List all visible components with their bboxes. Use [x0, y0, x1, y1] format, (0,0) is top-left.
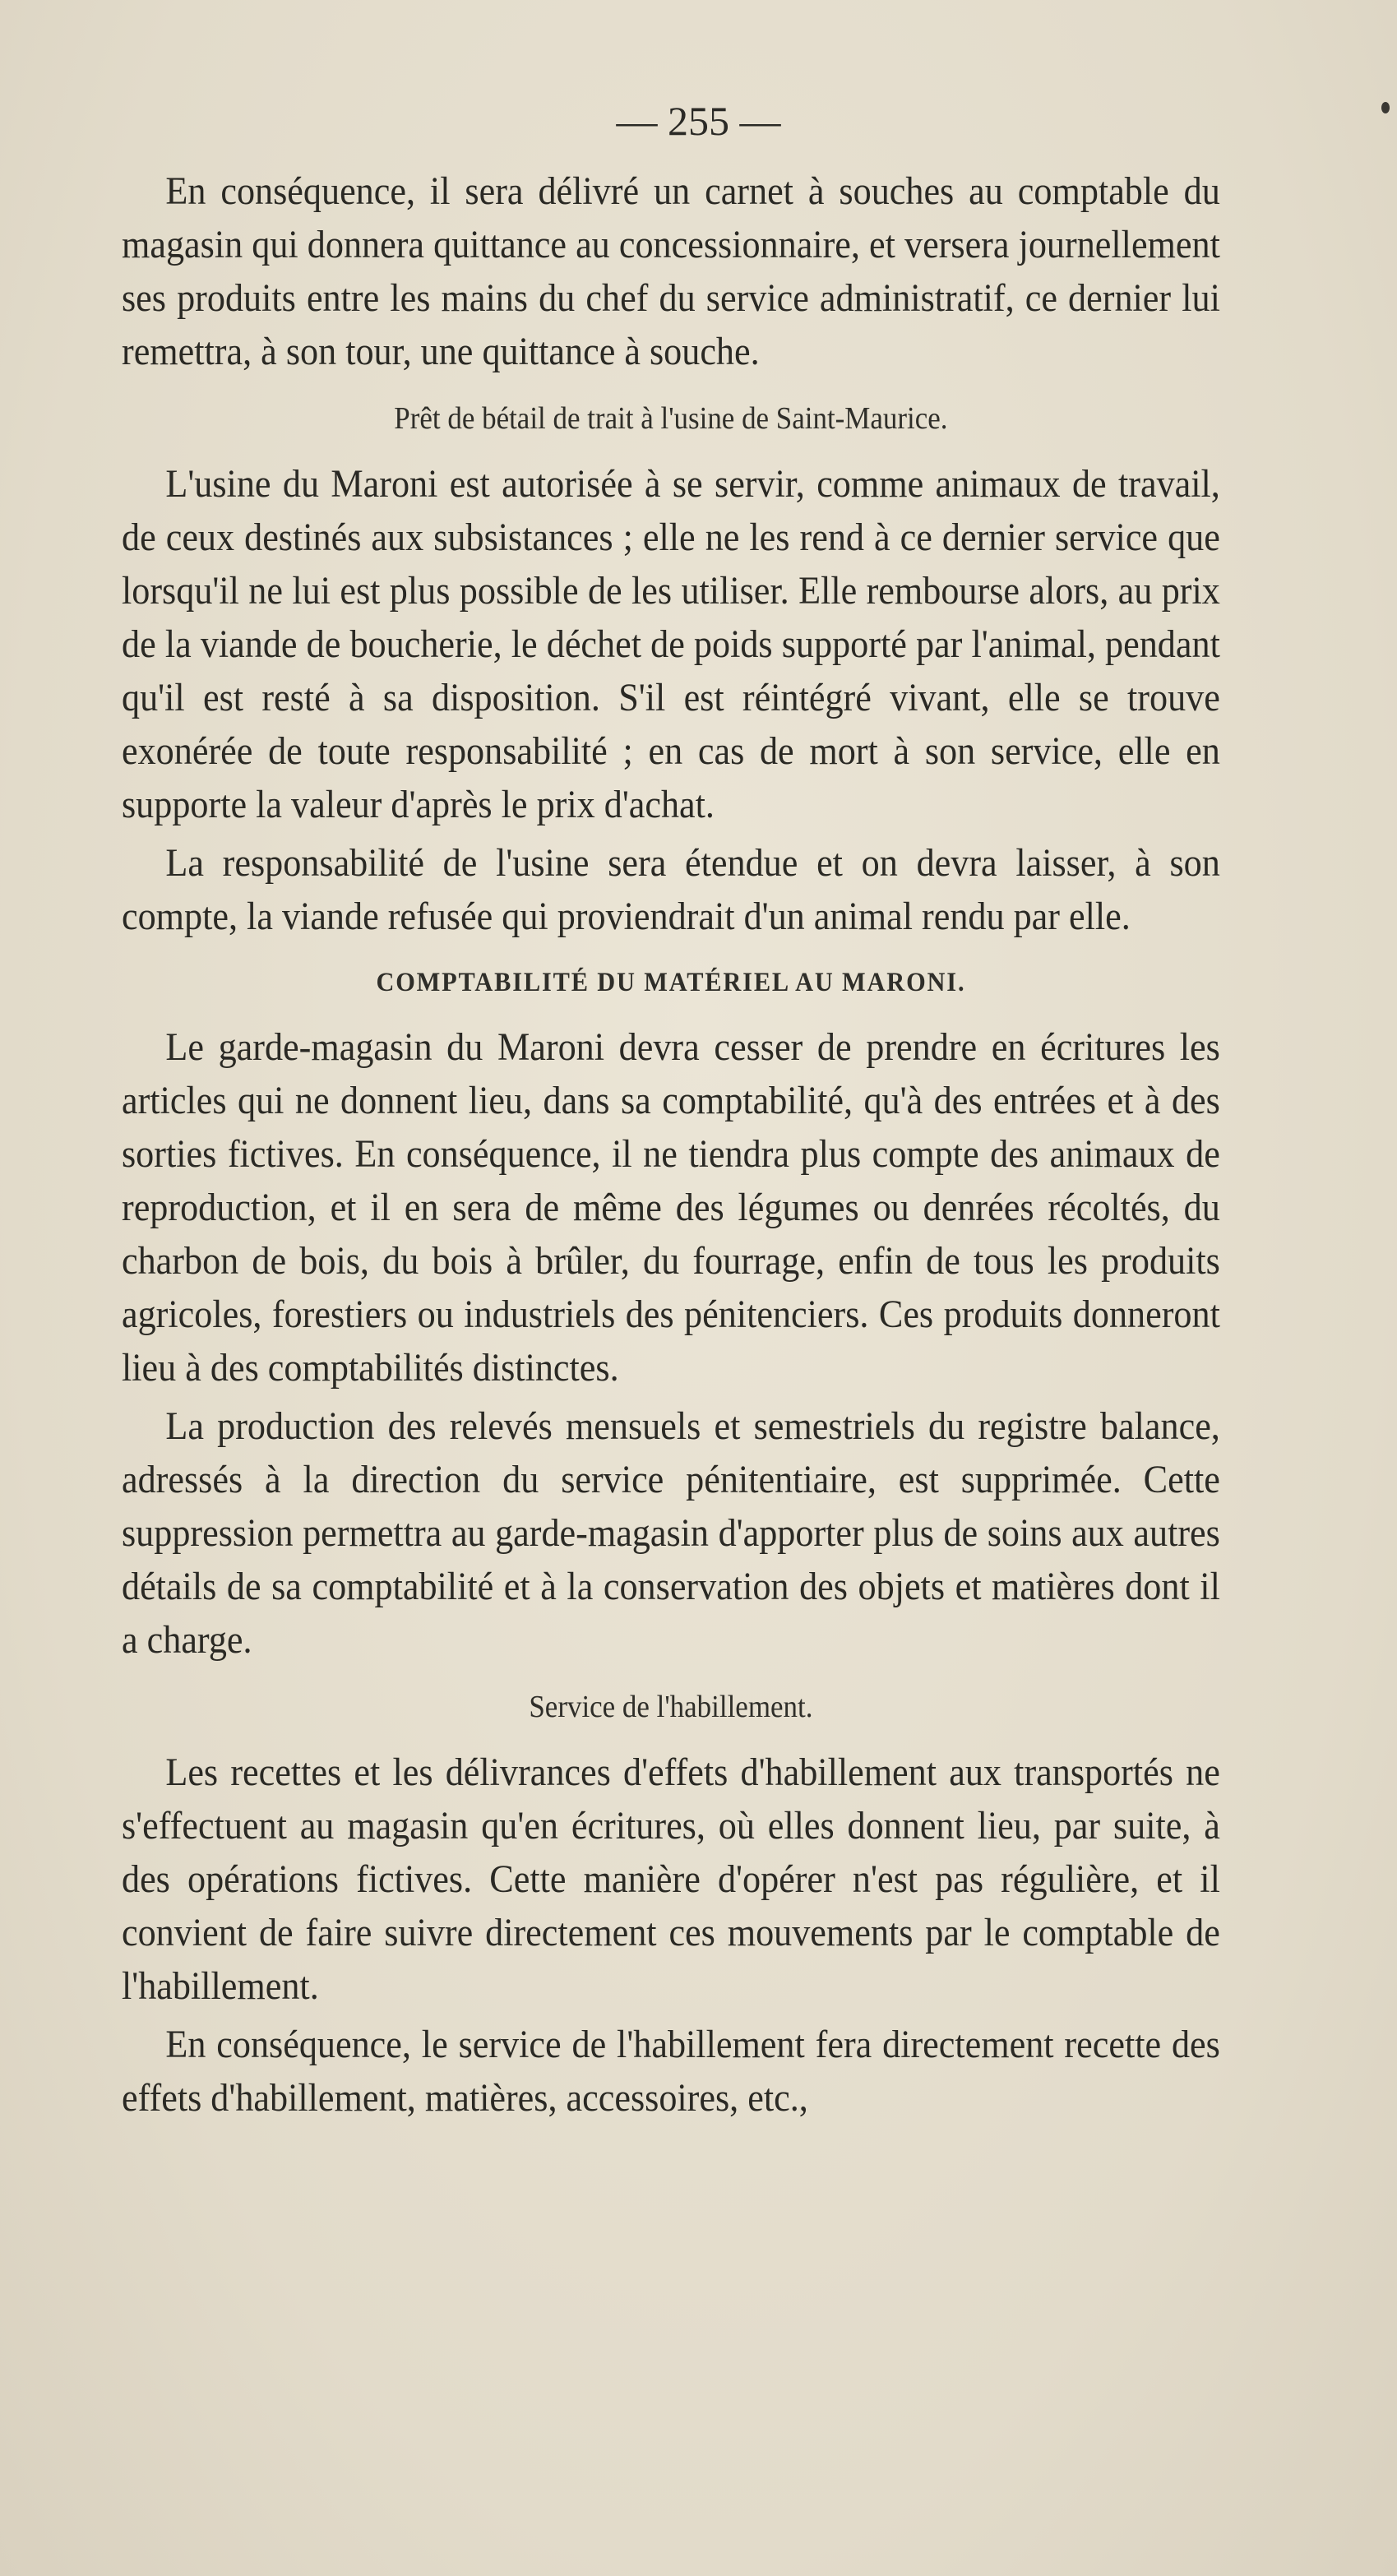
section-heading: COMPTABILITÉ DU MATÉRIEL AU MARONI.	[376, 968, 966, 997]
ink-speck	[1381, 102, 1390, 113]
body-text	[122, 164, 1220, 2125]
paragraph: Les recettes et les délivrances d'effets d'habillement aux transportés ne s'effectuent au magasin qu'en écritures, où elles donnent lieu, par suite, à des opérations fictives. Cette manière d'opérer n'est pas régulière, et il convient de faire suivre directement ces mouvements par le comptable de l'habillement.	[122, 1750, 1220, 2008]
paragraph: Le garde-magasin du Maroni devra cesser de prendre en écritures les articles qui ne donnent lieu, dans sa comptabilité, qu'à des entrées et à des sorties fictives. En conséquence, il ne tiendra plus compte des animaux de reproduction, et il en sera de même des légumes ou denrées récoltés, du charbon de bois, du bois à brûler, du fourrage, enfin de tous les produits agricoles, forestiers ou industriels des pénitenciers. Ces produits donneront lieu à des comptabilités distinctes.	[122, 1025, 1220, 1390]
paragraph: En conséquence, le service de l'habillement fera directement recette des effets d'habillement, matières, accessoires, etc.,	[122, 2023, 1220, 2120]
paragraph: La responsabilité de l'usine sera étendue et on devra laisser, à son compte, la viande refusée qui proviendrait d'un animal rendu par elle.	[122, 841, 1220, 938]
section-pret-betail	[122, 398, 1220, 943]
page-number: — 255 —	[616, 98, 781, 144]
paragraph: L'usine du Maroni est autorisée à se servir, comme animaux de travail, de ceux destinés aux subsistances ; elle ne les rend à ce dernier service que lorsqu'il ne lui est plus possible de les utiliser. Elle rembourse alors, au prix de la viande de boucherie, le déchet de poids supporté par l'animal, pendant qu'il est resté à sa disposition. S'il est réintégré vivant, elle se trouve exonérée de toute responsabilité ; en cas de mort à son service, elle en supporte la valeur d'après le prix d'achat.	[122, 462, 1220, 826]
paragraph: En conséquence, il sera délivré un carnet à souches au comptable du magasin qui donnera quittance au concessionnaire, et versera journellement ses produits entre les mains du chef du service administratif, ce dernier lui remettra, à son tour, une quittance à souche.	[122, 169, 1220, 373]
section-heading: Prêt de bétail de trait à l'usine de Saint-Maurice.	[394, 401, 948, 436]
section-intro	[122, 164, 1220, 378]
paragraph: La production des relevés mensuels et semestriels du registre balance, adressés à la direction du service pénitentiaire, est supprimée. Cette suppression permettra au garde-magasin d'apporter plus de soins aux autres détails de sa comptabilité et à la conservation des objets et matières dont il a charge.	[122, 1404, 1220, 1662]
section-habillement	[122, 1686, 1220, 2125]
section-comptabilite	[122, 963, 1220, 1667]
section-heading: Service de l'habillement.	[529, 1690, 813, 1724]
